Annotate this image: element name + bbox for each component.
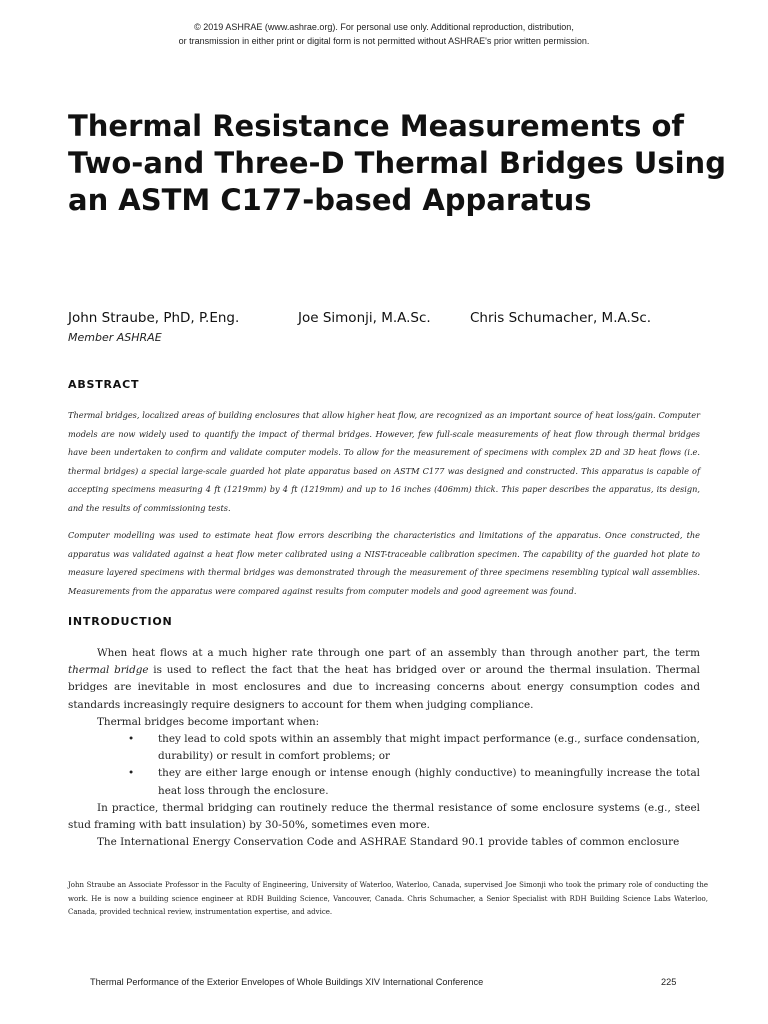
bullet-text-1: they lead to cold spots within an assembly that might impact performance (e.g., surface condensation, durability) or result in comfort problems; or: [158, 733, 700, 763]
author-simonji: Joe Simonji, M.A.Sc.: [298, 310, 431, 326]
term-thermal-bridge: thermal bridge: [68, 664, 149, 677]
bullet-item-1: [128, 731, 700, 765]
introduction-body: [68, 645, 700, 851]
author-membership: Member ASHRAE: [68, 331, 162, 344]
intro-p1-end: is used to reflect the fact that the heat has bridged over or around the thermal insulation. Thermal bridges are inevitable in most enclosures and due to increasing concerns about energy consumption codes and standards increasingly require designers to account for them when judging compliance.: [68, 664, 700, 711]
author-schumacher: Chris Schumacher, M.A.Sc.: [470, 310, 652, 326]
page-number: 225: [661, 977, 677, 987]
intro-paragraph-2: Thermal bridges become important when:: [97, 715, 320, 728]
intro-paragraph-1: [68, 645, 700, 714]
bullet-icon: •: [128, 733, 135, 746]
bullet-list: [68, 731, 700, 800]
copyright-line-2: or transmission in either print or digital form is not permitted without ASHRAE's prior written permission.: [178, 36, 590, 46]
copyright-line-1: © 2019 ASHRAE (www.ashrae.org). For personal use only. Additional reproduction, distribution,: [194, 22, 574, 32]
intro-paragraph-3: In practice, thermal bridging can routinely reduce the thermal resistance of some enclosure systems (e.g., steel stud framing with batt insulation) by 30-50%, sometimes even more.: [68, 801, 700, 832]
abstract-paragraph-1: Thermal bridges, localized areas of building enclosures that allow higher heat flow, are recognized as an important source of heat loss/gain. Computer models are now widely used to quantify the impact of thermal bridges. However, few full-scale measurements of heat flow through thermal bridges have been undertaken to confirm and validate computer models. To allow for the measurement of specimens with complex 2D and 3D heat flows (i.e. thermal bridges) a special large-scale guarded hot plate apparatus based on ASTM C177 was designed and constructed. This apparatus is capable of accepting specimens measuring 4 ft (1219mm) by 4 ft (1219mm) and up to 16 inches (406mm) thick. This paper describes the apparatus, its design, and the results of commissioning tests.: [68, 410, 700, 513]
bullet-item-2: [128, 765, 700, 799]
paper-title: Thermal Resistance Measurements of Two-and Three-D Thermal Bridges Using an ASTM C177-based Apparatus: [68, 109, 726, 217]
author-straube: John Straube, PhD, P.Eng.: [68, 310, 240, 326]
author-footnote: John Straube an Associate Professor in the Faculty of Engineering, University of Waterloo, Waterloo, Canada, supervised Joe Simonji who took the primary role of conducting the work. He is now a building science engineer at RDH Building Science, Vancouver, Canada. Chris Schumacher, a Senior Specialist with RDH Building Science Labs Waterloo, Canada, provided technical review, instrumentation expertise, and advice.: [68, 881, 708, 916]
footer-conference: Thermal Performance of the Exterior Envelopes of Whole Buildings XIV International Conference: [90, 977, 484, 987]
intro-paragraph-4: The International Energy Conservation Code and ASHRAE Standard 90.1 provide tables of common enclosure: [97, 836, 680, 849]
abstract-heading: ABSTRACT: [68, 378, 140, 391]
bullet-text-2: they are either large enough or intense enough (highly conductive) to meaningfully increase the total heat loss through the enclosure.: [158, 767, 700, 797]
introduction-heading: INTRODUCTION: [68, 615, 173, 628]
bullet-icon: •: [128, 767, 135, 780]
abstract-paragraph-2: Computer modelling was used to estimate heat flow errors describing the characteristics and limitations of the apparatus. Once constructed, the apparatus was validated against a heat flow meter calibrated using a NIST-traceable calibration specimen. The capability of the guarded hot plate to measure layered specimens with thermal bridges was demonstrated through the measurement of three specimens resembling typical wall assemblies. Measurements from the apparatus were compared against results from computer models and good agreement was found.: [68, 530, 700, 596]
intro-p1-start: When heat flows at a much higher rate through one part of an assembly than through another part, the term: [97, 647, 700, 659]
copyright-notice: [0, 20, 768, 48]
